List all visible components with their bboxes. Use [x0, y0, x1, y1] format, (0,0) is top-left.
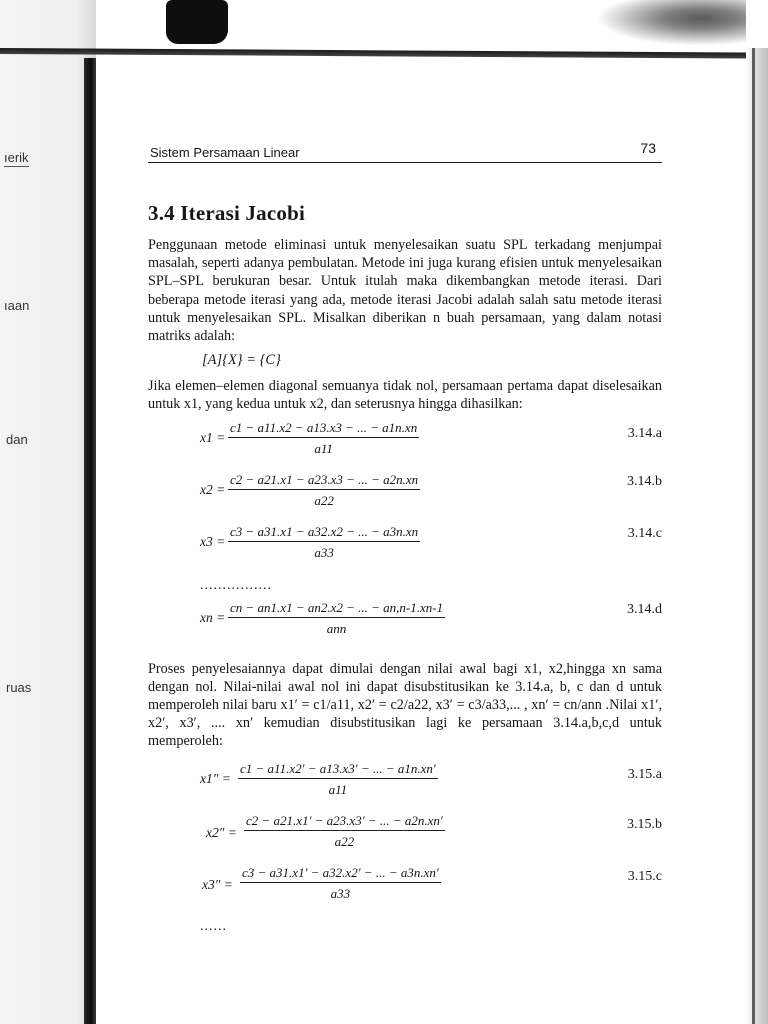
running-header — [148, 138, 662, 163]
equation-numerator: c1 − a11.x2 − a13.x3 − ... − a1n.xn — [228, 420, 419, 438]
intro-paragraph: Penggunaan metode eliminasi untuk menyelesaikan suatu SPL terkadang menjumpai masalah, seperti adanya pembulatan. Metode ini juga kurang efisien untuk menyelesaikan SPL–SPL berukuran besar. Untuk itulah maka dikembangkan metode iterasi. Dari beberapa metode iterasi yang ada, metode iterasi Jacobi adalah salah satu metode iterasi untuk menyelesaikan SPL. Misalkan diberikan n buah persamaan, yang dalam notasi matriks adalah: — [148, 237, 662, 345]
equation-fraction — [238, 761, 438, 798]
page-top-edge — [0, 48, 768, 59]
equation-denominator: a22 — [314, 492, 334, 508]
equation-denominator: a33 — [314, 544, 334, 560]
equation-numerator: c2 − a21.x1 − a23.x3 − ... − a2n.xn — [228, 472, 420, 490]
page-number: 73 — [640, 140, 656, 156]
equation-tag: 3.14.d — [627, 601, 662, 617]
equation-3-15-a — [148, 761, 662, 813]
equation-denominator: a11 — [314, 440, 333, 456]
equation-fraction — [228, 420, 419, 457]
equation-3-15-c — [148, 865, 662, 917]
equation-3-15-b — [148, 813, 662, 865]
equation-tag: 3.15.a — [627, 766, 662, 782]
equation-fraction — [228, 472, 420, 509]
equation-lhs: x3″ = — [202, 876, 233, 892]
equation-lhs: x1″ = — [200, 770, 231, 786]
equation-numerator: c1 − a11.x2′ − a13.x3′ − ... − a1n.xn′ — [238, 761, 438, 779]
equation-3-14-b — [148, 472, 662, 524]
equation-lhs: xn = — [200, 609, 226, 625]
ink-blot — [166, 0, 228, 44]
equation-numerator: c3 − a31.x1 − a32.x2 − ... − a3n.xn — [228, 524, 420, 542]
equation-fraction — [244, 813, 445, 850]
margin-word: ruas — [6, 680, 32, 695]
equation-denominator: a22 — [334, 833, 355, 849]
equation-tag: 3.14.b — [627, 473, 662, 489]
margin-word: ıaan — [4, 298, 30, 313]
matrix-notation: [A]{X} = {C} — [202, 352, 281, 369]
equation-lhs: x1 = — [200, 429, 226, 445]
page-right-edge — [746, 48, 768, 1024]
equation-denominator: a11 — [328, 781, 348, 797]
ellipsis: ................ — [200, 577, 272, 593]
equation-numerator: c2 − a21.x1′ − a23.x3′ − ... − a2n.xn′ — [244, 813, 445, 831]
ellipsis: ...... — [200, 918, 227, 934]
diagonal-paragraph: Jika elemen–elemen diagonal semuanya tidak nol, persamaan pertama dapat diselesaikan untuk x1, yang kedua untuk x2, dan seterusnya hingga dihasilkan: — [148, 378, 662, 413]
equation-tag: 3.14.c — [627, 525, 662, 541]
equation-3-14-a — [148, 420, 662, 472]
header-title: Sistem Persamaan Linear — [150, 145, 300, 160]
equation-fraction — [240, 865, 441, 902]
equation-lhs: x3 = — [200, 533, 226, 549]
margin-word: dan — [6, 432, 28, 447]
equation-fraction — [228, 600, 445, 637]
process-paragraph: Proses penyelesaiannya dapat dimulai dengan nilai awal bagi x1, x2,hingga xn sama dengan nol. Nilai-nilai awal nol ini dapat disubstitusikan ke 3.14.a, b, c dan d untuk memperoleh nilai baru x1′ = c1/a11, x2′ = c2/a22, x3′ = c3/a33,... , xn′ = cn/ann .Nilai x1′, x2′, x3′, .... xn′ kemudian disubstitusikan lagi ke persamaan 3.14.a,b,c,d untuk memperoleh: — [148, 660, 662, 750]
equation-lhs: x2″ = — [206, 824, 237, 840]
equation-fraction — [228, 524, 420, 561]
section-title: 3.4 Iterasi Jacobi — [148, 201, 305, 225]
equation-tag: 3.15.c — [627, 868, 662, 884]
document-page — [148, 138, 662, 941]
equation-denominator: a33 — [330, 885, 351, 901]
equation-numerator: c3 − a31.x1′ − a32.x2′ − ... − a3n.xn′ — [240, 865, 441, 883]
equation-tag: 3.14.a — [627, 425, 662, 441]
equation-tag: 3.15.b — [627, 816, 662, 832]
equation-numerator: cn − an1.x1 − an2.x2 − ... − an,n-1.xn-1 — [228, 600, 445, 618]
margin-word: ıerik — [4, 150, 29, 165]
equation-lhs: x2 = — [200, 481, 226, 497]
book-spine — [84, 58, 96, 1024]
equation-3-14-d — [148, 600, 662, 652]
equation-denominator: ann — [326, 620, 347, 636]
scan-speckle — [596, 0, 746, 46]
equation-3-14-c — [148, 524, 662, 576]
